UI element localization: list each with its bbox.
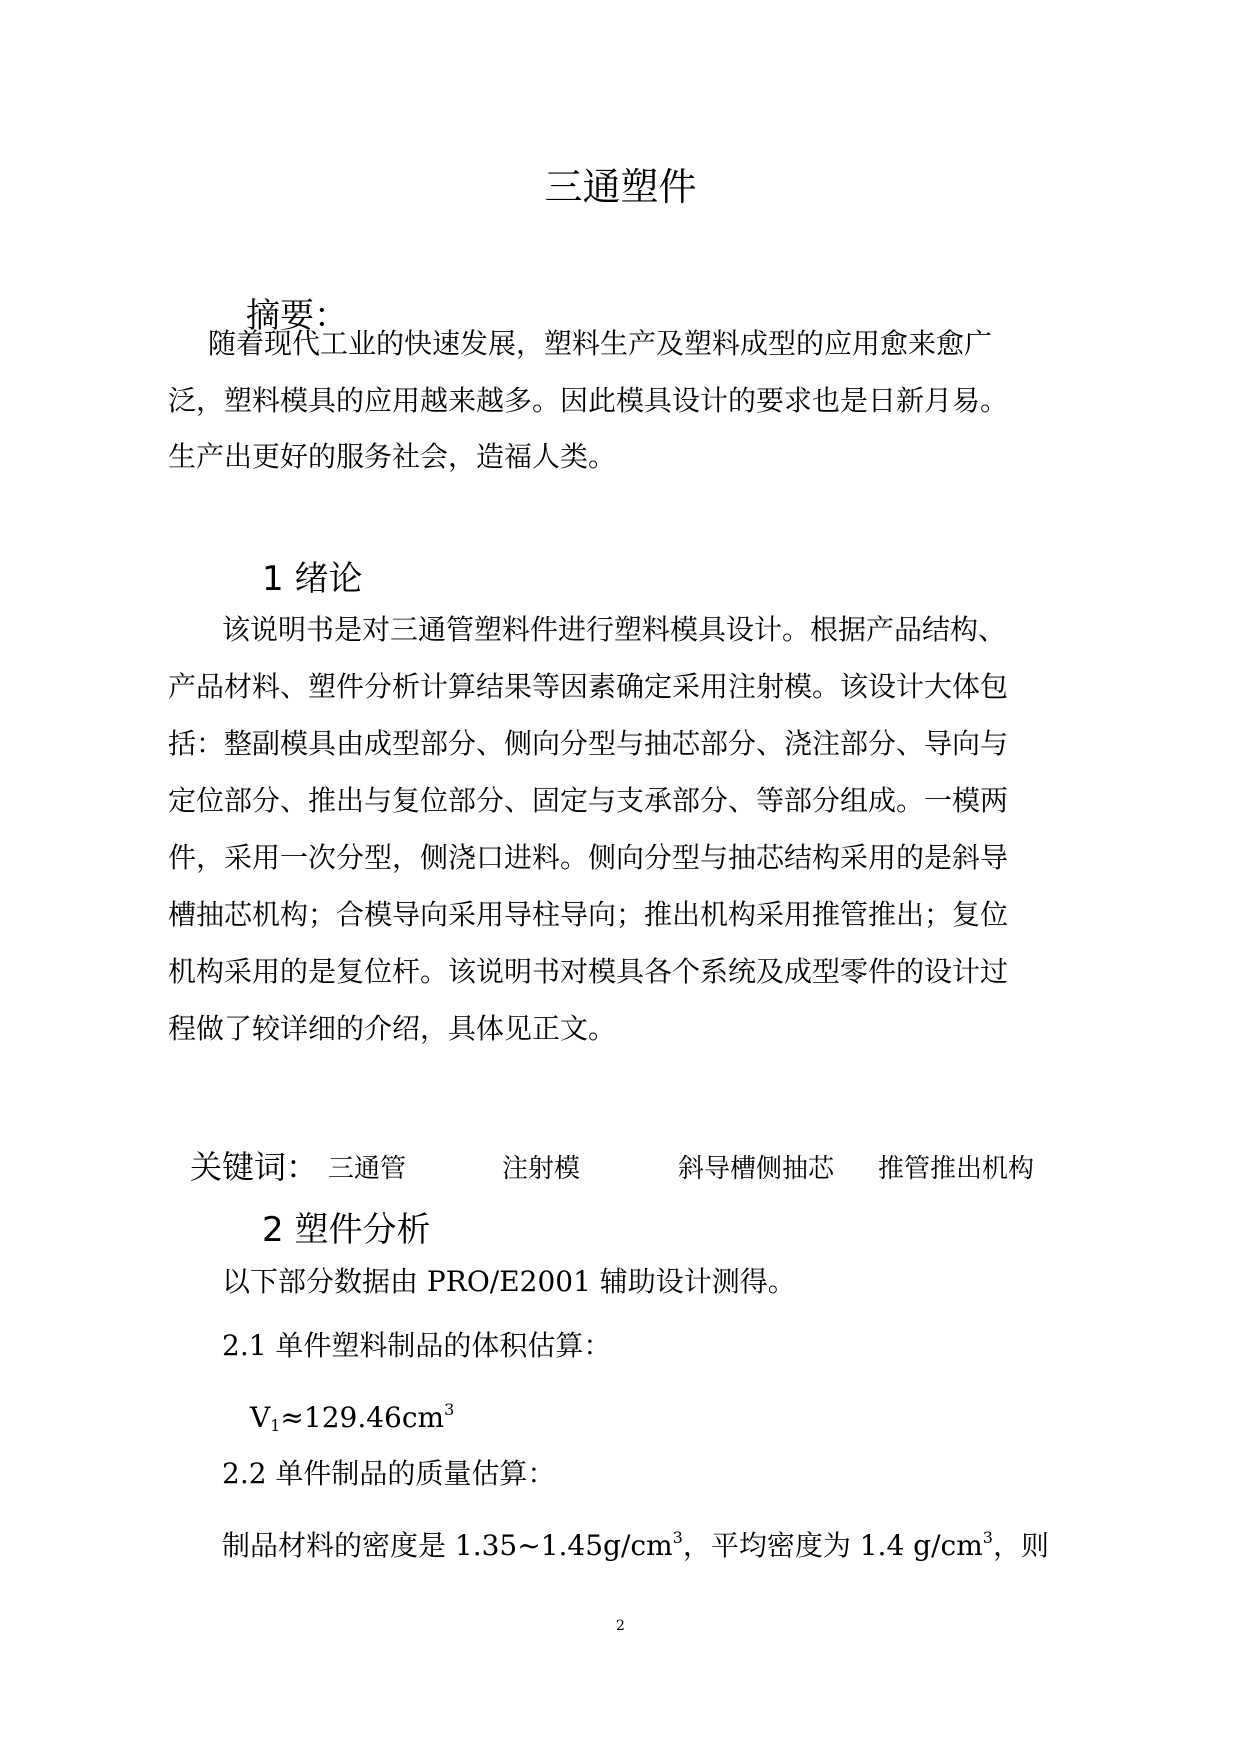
- volume-subscript: 1: [270, 1416, 281, 1435]
- volume-symbol: V: [250, 1401, 271, 1434]
- keyword: 推管推出机构: [878, 1154, 1035, 1184]
- abstract-heading: 摘要：: [246, 296, 348, 336]
- volume-exponent: 3: [444, 1400, 455, 1419]
- page-number: 2: [616, 1618, 625, 1634]
- section-1-line: 定位部分、推出与复位部分、固定与支承部分、等部分组成。一模两: [168, 784, 1009, 817]
- section-2-heading: 2 塑件分析: [262, 1210, 431, 1250]
- density-line: [222, 1518, 1049, 1566]
- keyword: 注射模: [502, 1154, 581, 1184]
- density-text: 制品材料的密度是 1.35~1.45g/cm: [222, 1529, 673, 1562]
- volume-formula: [250, 1390, 454, 1446]
- density-text: ，则: [992, 1529, 1049, 1562]
- section-1-line: 程做了较详细的介绍，具体见正文。: [168, 1012, 617, 1045]
- density-exponent: 3: [982, 1528, 993, 1547]
- abstract-line: 随着现代工业的快速发展，塑料生产及塑料成型的应用愈来愈广: [208, 327, 993, 360]
- subsection-2-2-heading: 2.2 单件制品的质量估算：: [222, 1457, 556, 1490]
- subsection-2-1-heading: 2.1 单件塑料制品的体积估算：: [222, 1329, 612, 1362]
- abstract-line: 泛，塑料模具的应用越来越多。因此模具设计的要求也是日新月易。: [168, 384, 1009, 417]
- keywords-label: 关键词：: [190, 1148, 319, 1186]
- abstract-line: 生产出更好的服务社会，造福人类。: [168, 440, 617, 473]
- section-1-heading: 1 绪论: [262, 559, 363, 599]
- section-1-line: 该说明书是对三通管塑料件进行塑料模具设计。根据产品结构、: [222, 613, 1007, 646]
- document-title: 三通塑件: [544, 165, 697, 209]
- section-1-line: 机构采用的是复位杆。该说明书对模具各个系统及成型零件的设计过: [168, 955, 1009, 988]
- section-1-line: 产品材料、塑件分析计算结果等因素确定采用注射模。该设计大体包: [168, 670, 1009, 703]
- volume-value: ≈129.46cm: [280, 1401, 445, 1434]
- keyword: 三通管: [328, 1154, 407, 1184]
- section-1-line: 件，采用一次分型，侧浇口进料。侧向分型与抽芯结构采用的是斜导: [168, 841, 1009, 874]
- section-2-intro: 以下部分数据由 PRO/E2001 辅助设计测得。: [222, 1265, 796, 1298]
- keywords-line: [190, 1142, 1070, 1186]
- density-exponent: 3: [672, 1528, 683, 1547]
- section-1-line: 括：整副模具由成型部分、侧向分型与抽芯部分、浇注部分、导向与: [168, 727, 1009, 760]
- density-text: ，平均密度为 1.4 g/cm: [682, 1529, 983, 1562]
- keyword: 斜导槽侧抽芯: [678, 1154, 835, 1184]
- section-1-line: 槽抽芯机构；合模导向采用导柱导向；推出机构采用推管推出；复位: [168, 898, 1009, 931]
